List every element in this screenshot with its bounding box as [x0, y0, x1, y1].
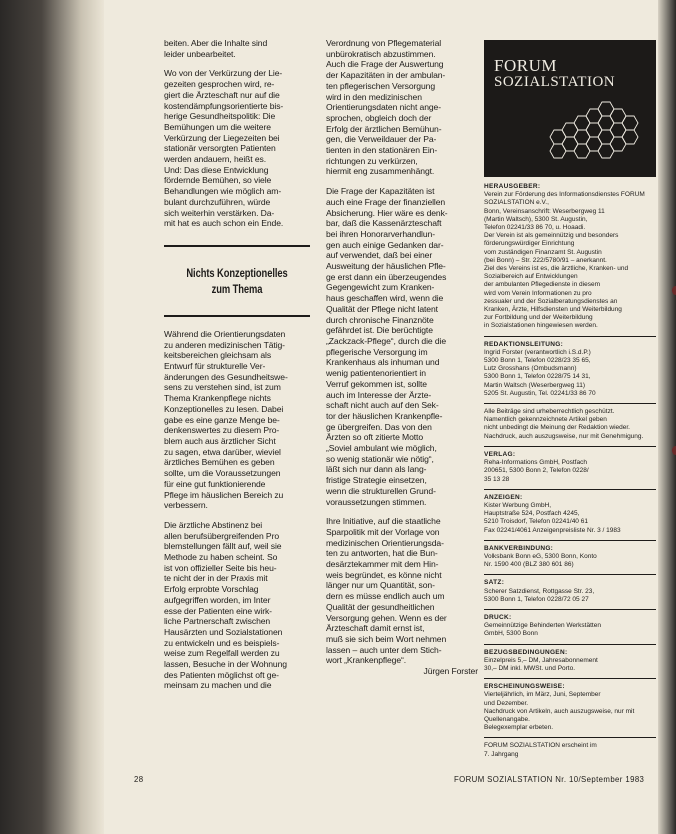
heading-line: Nichts Konzeptionelles — [186, 265, 288, 280]
magazine-page — [104, 0, 658, 834]
imprint-section — [484, 609, 656, 639]
divider — [484, 574, 656, 575]
logo-title-line1: FORUM — [494, 56, 557, 75]
imprint-heading: HERAUSGEBER: — [484, 183, 541, 190]
divider — [484, 678, 656, 679]
sidebar-imprint-column — [484, 40, 656, 764]
logo-title-line2: SOZIALSTATION — [494, 74, 616, 90]
heading-line: zum Thema — [211, 281, 263, 296]
author-signature: Jürgen Forster — [423, 666, 478, 677]
imprint-section — [484, 644, 656, 674]
imprint-text: Reha-Informations GmbH, Postfach 200651, 5300 Bonn 2, Telefon 0228/ 35 13 28 — [484, 459, 589, 483]
imprint-text: Ingrid Forster (verantwortlich i.S.d.P.) 5300 Bonn 1, Telefon 0228/23 35 65, Lutz Grosshans (Ombudsmann) 5300 Bonn 1, Telefon 0228/75 14 31, Martin Waltsch (Weserbergweg 11) 5205 St. Augustin, Tel. 02241/33 86 70 — [484, 348, 596, 397]
imprint-text: FORUM SOZIALSTATION erscheint im 7. Jahrgang — [484, 742, 597, 758]
divider — [484, 446, 656, 447]
imprint-section — [484, 574, 656, 604]
paragraph: Ihre Initiative, auf die staatliche Sparpolitik mit der Vorlage von medizinischen Orientierungsda- ten zu antworten, hat die Bun- desärztekammer mit dem Hin- weis begründet, es könne nicht länger nur um Quantität, son- dern es müsse endlich auch um Qualität der gesundheitlichen Versorgung gehen. Wenn es der Ärzteschaft damit ernst ist, muß sie sich beim Wort nehmen lassen – auch unter dem Stich- wort „Krankenpflege“. — [326, 516, 447, 666]
imprint-heading: ERSCHEINUNGSWEISE: — [484, 683, 565, 691]
paragraph: Während die Orientierungsdaten zu anderen medizinischen Tätig- keitsbereichen gleichsam als Entwurf für strukturelle Ver- änderungen des Gesundheitswe- sens zu verstehen sind, ist zum Thema Krankenpflege nichts Konzeptionelles zu lesen. Dabei gabe es eine ganze Menge be- denkenswertes zu diesem Pro- blem auch aus ärztlicher Sicht zu sagen, etwa darüber, wieviel ärztliches Bemühen es geben sollte, um die Voraussetzungen für eine gut funktionierende Pflege im häuslichen Bereich zu verbessern. — [164, 328, 288, 511]
imprint-section — [484, 737, 656, 758]
imprint-heading: BANKVERBINDUNG: — [484, 544, 554, 552]
divider — [484, 403, 656, 404]
page-number: 28 — [134, 775, 144, 784]
binding-tab-icon — [672, 446, 676, 455]
imprint-heading: SATZ: — [484, 579, 505, 587]
imprint-text: Verein zur Förderung des Informationsdienstes FORUM SOZIALSTATION e.V., Bonn, Vereinsanschrift: Weserbergweg 11 (Martin Waltsch), 5300 St. Augustin, Telefon 02241/33 86 70, u. Hoaadi. Der Verein ist als gemeinnützig und besonders förderungswürdiger Einrichtung vom zuständigen Finanzamt St. Augustin (bei Bonn) – Str. 222/5780/91 – anerkannt. Ziel des Vereins ist es, die ärztliche, Kranken- und Sozialbereich auf Entwicklungen der ambulanten Pflegedienste in diesem wird vom Verein Informationen zu pro zessualer und der Sozialberatungsdienstes an Kranken, Ärzte, Hilfsdiensten und Weiterbildung zur Fortbildung und der Weiterbildung in Sozialstationen hingewiesen werden. — [484, 191, 645, 330]
imprint-heading: ANZEIGEN: — [484, 493, 523, 501]
page-edge-shadow — [658, 0, 676, 834]
imprint-text: Volksbank Bonn eG, 5300 Bonn, Konto Nr. 1590 400 (BLZ 380 601 86) — [484, 552, 597, 569]
footer-issue-line: FORUM SOZIALSTATION Nr. 10/September 1983 — [454, 775, 645, 784]
divider — [484, 737, 656, 738]
divider — [484, 644, 656, 645]
binding-tab-icon — [672, 286, 676, 295]
imprint-section — [484, 678, 656, 732]
imprint-block — [484, 183, 656, 759]
imprint-heading: VERLAG: — [484, 450, 516, 458]
imprint-heading: REDAKTIONSLEITUNG: — [484, 340, 564, 348]
divider — [484, 540, 656, 541]
paragraph: Verordnung von Pflegematerial unbürokratisch abzustimmen. Auch die Frage der Auswertung der Kapazitäten in der ambulan- ten pflegerischen Versorgung wird in den medizinischen Orientierungsdaten nicht ange- sprochen, obgleich doch der Erfolg der ärztlichen Bemühun- gen, die Verweildauer der Pa- tienten in den stationären Ein- richtungen zu verkürzen, hiermit eng zusammenhängt. — [326, 38, 446, 177]
imprint-text: Scherer Satzdienst, Rottgasse Str. 23, 5300 Bonn 1, Telefon 0228/72 05 27 — [484, 587, 595, 603]
imprint-text: Vierteljährlich, im März, Juni, September und Dezember. Nachdruck von Artikeln, auch auszugsweise, nur mit Quellenangabe. Belegexemplar erbeten. — [484, 691, 635, 732]
paragraph: Die Frage der Kapazitäten ist auch eine Frage der finanziellen Absicherung. Hier wäre es denk- bar, daß die Kassenärzteschaft bei ihren Honorarverhandlun- gen auch einige Gedanken dar- auf verwendet, daß bei einer Ausweitung der häuslichen Pfle- ge erst dann ein überzeugendes Gegengewicht zum Kranken- haus geschaffen wird, wenn die Qualität der Pflege nicht latent durch chronische Finanznöte gefährdet ist. Die berüchtigte „Zackzack-Pflege“, durch die die pflegerische Versorgung im Krankenhaus als inhuman und wenig patientenorientiert in Verruf gekommen ist, sollte auch im Interesse der Ärzte- schaft nicht auch auf den Sek- tor der häuslichen Krankenpfle- ge übergreifen. Das von den Ärzten so oft zitierte Motto „Soviel ambulant wie möglich, so wenig stationär wie nötig“, läßt sich nur dann als lang- fristige Strategie einsetzen, wenn die strukturellen Grund- voraussetzungen stimmen. — [326, 186, 448, 507]
paragraph: Wo von der Verkürzung der Lie- gezeiten gesprochen wird, re- giert die Ärzteschaft nur auf die kostendämpfungsorientierte bis- herige Gesundheitspolitik: Die Bemühungen um die weitere Verkürzung der Liegezeiten bei stationär versorgten Patienten werden andauern, heißt es. Und: Das diese Entwicklung fördernde Bemühen, so viele Behandlungen wie möglich am- bulant durchzuführen, würde sich weiterhin verstärken. Da- mit hat es auch schon ein Ende. — [164, 68, 284, 229]
imprint-section — [484, 540, 656, 570]
divider — [484, 609, 656, 610]
section-heading — [164, 245, 310, 317]
imprint-section — [484, 183, 656, 331]
imprint-section — [484, 403, 656, 441]
divider — [484, 336, 656, 337]
imprint-text: Kister Werbung GmbH, Hauptstraße 524, Postfach 4245, 5210 Troisdorf, Telefon 02241/40 61 Fax 02241/4061 Anzeigenpreisliste Nr. 3 / 1983 — [484, 501, 621, 534]
imprint-section — [484, 336, 656, 398]
imprint-heading: BEZUGSBEDINGUNGEN: — [484, 648, 568, 656]
text-column-middle — [326, 38, 478, 677]
forum-logo-box — [484, 40, 656, 177]
hexagon-pattern-icon — [484, 40, 656, 177]
paragraph: Die ärztliche Abstinenz bei allen berufsübergreifenden Pro blemstellungen fällt auf, weil sie Methode zu haben scheint. So ist von offizieller Seite bis heu- te nicht der in der Praxis mit Erfolg erprobte Vorschlag aufgegriffen worden, im Inter esse der Patienten eine wirk- liche Partnerschaft zwischen Hausärzten und Sozialstationen zu entwickeln und es beispiels- weise zum Regelfall werden zu lassen, Besuche in der Wohnung des Patienten möglichst oft ge- meinsam zu machen und die — [164, 519, 287, 691]
book-binding-shadow — [0, 0, 104, 834]
imprint-text: Einzelpreis 5,– DM, Jahresabonnement 30,– DM inkl. MWSt. und Porto. — [484, 656, 598, 672]
paragraph: beiten. Aber die Inhalte sind leider unbearbeitet. — [164, 38, 268, 59]
divider — [484, 489, 656, 490]
imprint-heading: DRUCK: — [484, 613, 512, 621]
text-column-left — [164, 38, 310, 700]
imprint-section — [484, 489, 656, 535]
imprint-text: Gemeinnützige Behinderten Werkstätten GmbH, 5300 Bonn — [484, 622, 601, 638]
imprint-text: Alle Beiträge sind urheberrechtlich geschützt. Namentlich gekennzeichnete Artikel geben nicht unbedingt die Meinung der Redaktion wieder. Nachdruck, auch auszugsweise, nur mit Genehmigung. — [484, 408, 644, 440]
imprint-section — [484, 446, 656, 484]
